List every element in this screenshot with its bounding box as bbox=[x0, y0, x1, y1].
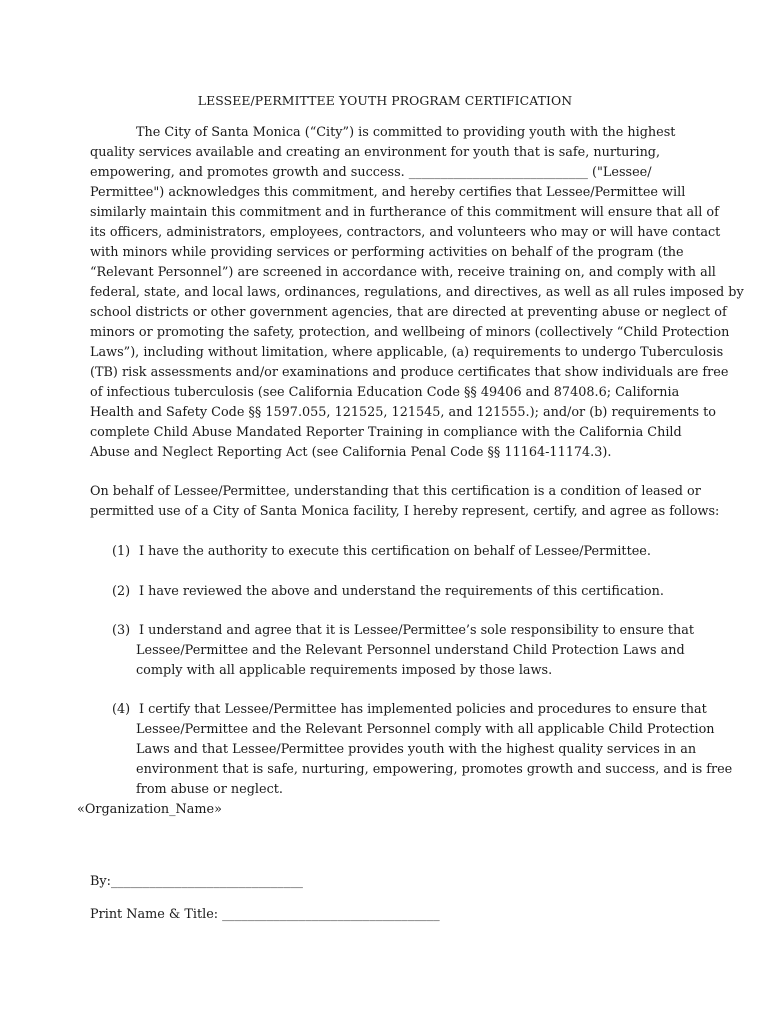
item-number: (4) bbox=[112, 702, 131, 717]
intro-line: quality services available and creating an environment for youth that is safe, nurturing, bbox=[90, 145, 661, 160]
organization-name-field: «Organization_Name» bbox=[77, 802, 222, 817]
intro-line: Permittee") acknowledges this commitment, and hereby certifies that Lessee/Permittee will bbox=[90, 185, 686, 200]
item-text: from abuse or neglect. bbox=[136, 782, 283, 797]
intro-line: empowering, and promotes growth and success. ____________________________ ("Lessee/ bbox=[90, 165, 652, 180]
intro-line: minors or promoting the safety, protection, and wellbeing of minors (collectively “Child Protection bbox=[90, 325, 730, 340]
behalf-line: On behalf of Lessee/Permittee, understanding that this certification is a condition of leased or bbox=[90, 484, 701, 499]
intro-line: with minors while providing services or performing activities on behalf of the program (the bbox=[90, 245, 684, 260]
print-name-title-line[interactable]: Print Name & Title: __________________________________ bbox=[90, 907, 440, 922]
item-number: (1) bbox=[112, 544, 131, 559]
item-text: Lessee/Permittee and the Relevant Personnel understand Child Protection Laws and bbox=[136, 643, 685, 658]
intro-line: The City of Santa Monica (“City”) is committed to providing youth with the highest bbox=[136, 125, 676, 140]
document-title: LESSEE/PERMITTEE YOUTH PROGRAM CERTIFICATION bbox=[197, 93, 573, 108]
item-text: I certify that Lessee/Permittee has implemented policies and procedures to ensure that bbox=[139, 702, 707, 717]
intro-line: (TB) risk assessments and/or examinations and produce certificates that show individuals are free bbox=[90, 365, 729, 380]
item-number: (3) bbox=[112, 623, 131, 638]
intro-line: its officers, administrators, employees, contractors, and volunteers who may or will have contact bbox=[90, 225, 721, 240]
signature-by-line[interactable]: By:______________________________ bbox=[90, 874, 303, 889]
item-text: comply with all applicable requirements imposed by those laws. bbox=[136, 663, 553, 678]
item-text: I have reviewed the above and understand the requirements of this certification. bbox=[139, 584, 664, 599]
intro-line: complete Child Abuse Mandated Reporter Training in compliance with the California Child bbox=[90, 425, 682, 440]
intro-line: Abuse and Neglect Reporting Act (see California Penal Code §§ 11164-11174.3). bbox=[90, 445, 612, 460]
intro-line: of infectious tuberculosis (see California Education Code §§ 49406 and 87408.6; California bbox=[90, 385, 680, 400]
intro-line: Laws”), including without limitation, where applicable, (a) requirements to undergo Tuberculosis bbox=[90, 345, 724, 360]
intro-line: Health and Safety Code §§ 1597.055, 121525, 121545, and 121555.); and/or (b) requirements to bbox=[90, 405, 716, 420]
item-text: Laws and that Lessee/Permittee provides youth with the highest quality services in an bbox=[136, 742, 697, 757]
intro-line: federal, state, and local laws, ordinances, regulations, and directives, as well as all rules imposed by bbox=[90, 285, 744, 300]
item-number: (2) bbox=[112, 584, 131, 599]
behalf-line: permitted use of a City of Santa Monica facility, I hereby represent, certify, and agree as follows: bbox=[90, 504, 720, 519]
item-text: I have the authority to execute this certification on behalf of Lessee/Permittee. bbox=[139, 544, 651, 559]
intro-line: school districts or other government agencies, that are directed at preventing abuse or neglect of bbox=[90, 305, 727, 320]
item-text: Lessee/Permittee and the Relevant Personnel comply with all applicable Child Protection bbox=[136, 722, 715, 737]
intro-line: “Relevant Personnel”) are screened in accordance with, receive training on, and comply with all bbox=[90, 265, 716, 280]
intro-line: similarly maintain this commitment and in furtherance of this commitment will ensure that all of bbox=[90, 205, 719, 220]
item-text: environment that is safe, nurturing, empowering, promotes growth and success, and is free bbox=[136, 762, 733, 777]
item-text: I understand and agree that it is Lessee/Permittee’s sole responsibility to ensure that bbox=[139, 623, 695, 638]
